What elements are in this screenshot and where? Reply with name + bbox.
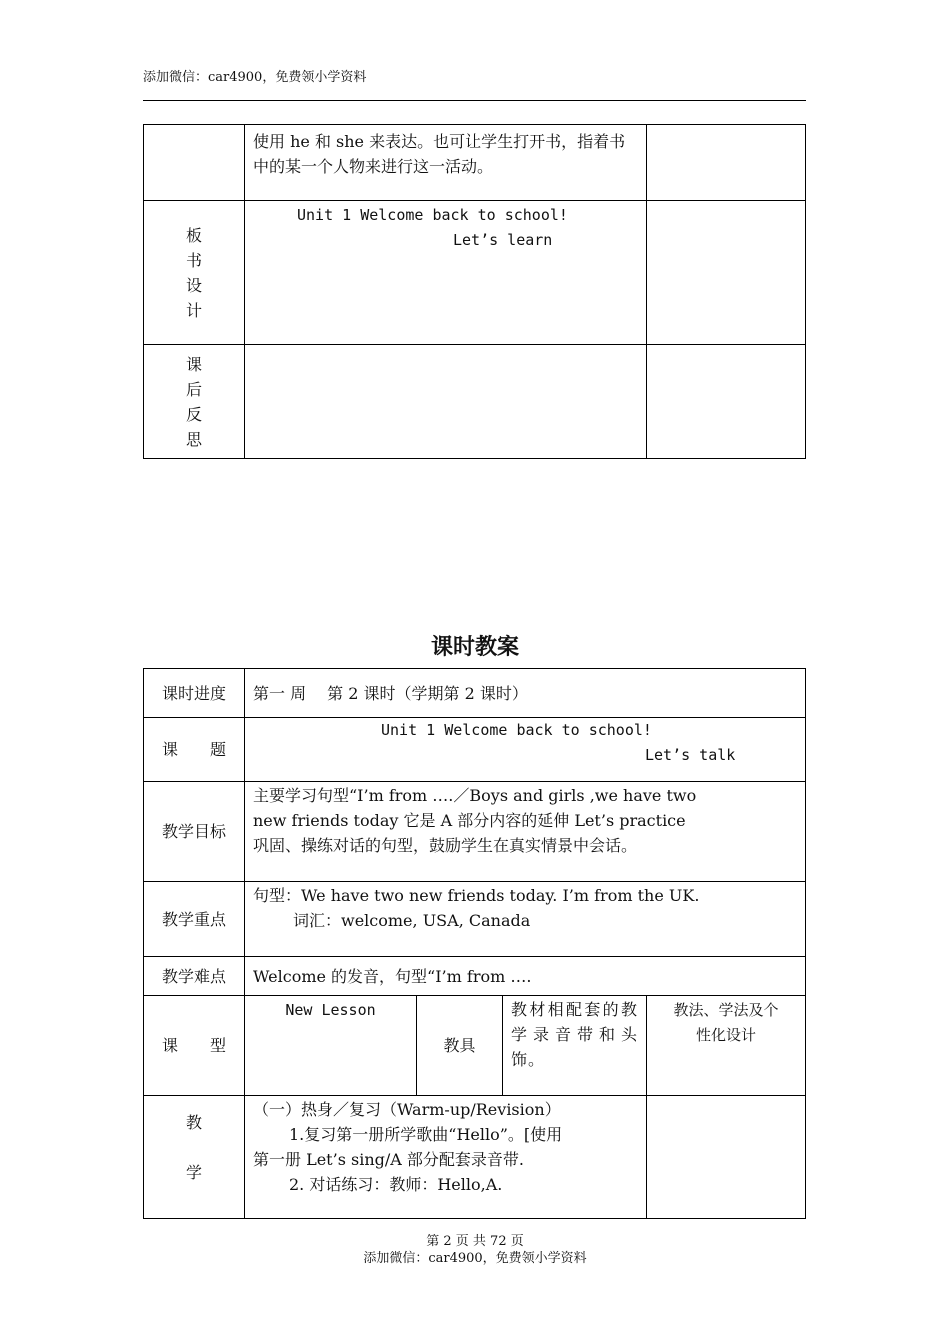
page-number: 第 2 页 共 72 页 — [426, 1234, 524, 1249]
header-watermark: 添加微信：car4900，免费领小学资料 — [143, 70, 367, 85]
lesson-type-label: 课 型 — [144, 996, 245, 1096]
method-content — [647, 1096, 806, 1219]
notes-cell — [647, 125, 806, 201]
page-title: 课时教案 — [430, 635, 519, 660]
board-design-content: Unit 1 Welcome back to school! Let’s learn — [245, 201, 647, 345]
board-design-label: 板 书 设 计 — [144, 201, 245, 345]
method-header: 教法、学法及个性化设计 — [647, 996, 806, 1096]
teaching-aids-value: 教材相配套的教学录音带和头饰。 — [503, 996, 647, 1096]
notes-cell — [647, 201, 806, 345]
teaching-aids-label: 教具 — [417, 996, 503, 1096]
process-content: （一）热身／复习（Warm-up/Revision） 1.复习第一册所学歌曲“Hello”。[使用 第一册 Let’s sing/A 部分配套录音带. 2. 对话练习：教师：Hello,A. — [245, 1096, 647, 1219]
topic-value: Unit 1 Welcome back to school! Let’s talk — [245, 718, 806, 782]
reflection-content — [245, 345, 647, 459]
process-label: 教 学 — [144, 1096, 245, 1219]
goal-label: 教学目标 — [144, 782, 245, 882]
activity-text: 使用 he 和 she 来表达。也可让学生打开书，指着书 中的某一个人物来进行这一活动。 — [245, 125, 647, 201]
key-points-label: 教学重点 — [144, 882, 245, 957]
empty-label-cell — [144, 125, 245, 201]
lesson-plan-table — [143, 668, 806, 1219]
progress-value: 第一 周 第 2 课时（学期第 2 课时） — [245, 669, 806, 718]
lesson-table-continued — [143, 124, 806, 459]
topic-label: 课 题 — [144, 718, 245, 782]
difficulty-label: 教学难点 — [144, 957, 245, 996]
lesson-type-value: New Lesson — [245, 996, 417, 1096]
progress-label: 课时进度 — [144, 669, 245, 718]
goal-value: 主要学习句型“I’m from ….／Boys and girls ,we have two new friends today 它是 A 部分内容的延伸 Let’s practice 巩固、操练对话的句型，鼓励学生在真实情景中会话。 — [245, 782, 806, 882]
footer-watermark: 添加微信：car4900，免费领小学资料 — [363, 1251, 587, 1266]
difficulty-value: Welcome 的发音，句型“I’m from …. — [245, 957, 806, 996]
header-rule — [143, 100, 806, 101]
reflection-label: 课 后 反 思 — [144, 345, 245, 459]
notes-cell — [647, 345, 806, 459]
key-points-value: 句型：We have two new friends today. I’m from the UK. 词汇：welcome, USA, Canada — [245, 882, 806, 957]
